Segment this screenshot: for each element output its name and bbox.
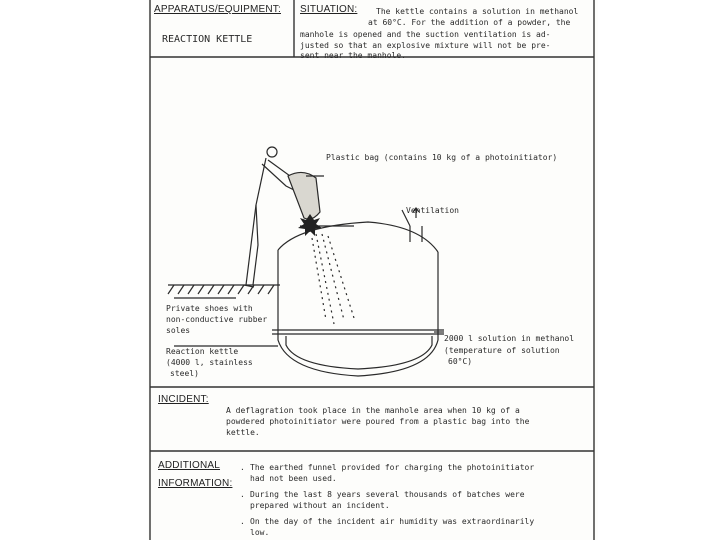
solution-label-2: (temperature of solution — [444, 346, 560, 355]
situation-line-2: at 60°C. For the addition of a powder, the — [368, 18, 571, 27]
incident-report-sheet — [148, 0, 598, 540]
ventilation-label: Ventilation — [406, 206, 459, 215]
apparatus-label: APPARATUS/EQUIPMENT: — [154, 4, 281, 15]
information-label: INFORMATION: — [158, 478, 233, 489]
bullet-1-line-1: The earthed funnel provided for charging the photoinitiator — [250, 463, 535, 472]
shoes-label-3: soles — [166, 326, 191, 335]
kettle-label-2: (4000 l, stainless — [166, 358, 253, 367]
bullet-3-marker: . — [240, 517, 245, 526]
kettle-label-3: steel) — [170, 369, 199, 378]
incident-line-2: powdered photoinitiator were poured from a plastic bag into the — [226, 417, 530, 426]
solution-label-1: 2000 l solution in methanol — [444, 334, 575, 343]
bullet-3-line-1: On the day of the incident air humidity was extraordinarily — [250, 517, 535, 526]
incident-line-3: kettle. — [226, 428, 260, 437]
bullet-2-marker: . — [240, 490, 245, 499]
apparatus-value: REACTION KETTLE — [162, 34, 253, 45]
plastic-bag-label: Plastic bag (contains 10 kg of a photoinitiator) — [326, 153, 558, 162]
shoes-label-1: Private shoes with — [166, 304, 253, 313]
worker-figure — [244, 147, 298, 287]
situation-line-3: manhole is opened and the suction ventilation is ad- — [300, 30, 551, 39]
situation-line-5: sent near the manhole. — [300, 51, 406, 60]
bullet-1-marker: . — [240, 463, 245, 472]
incident-line-1: A deflagration took place in the manhole area when 10 kg of a — [226, 406, 520, 415]
bullet-3-line-2: low. — [250, 528, 270, 537]
plastic-bag — [288, 172, 320, 219]
powder-stream — [312, 234, 354, 324]
situation-line-4: justed so that an explosive mixture will not be pre- — [300, 41, 551, 50]
bullet-1-line-2: had not been used. — [250, 474, 337, 483]
kettle-jacket — [286, 336, 432, 369]
spark-icon — [298, 214, 322, 236]
additional-label: ADDITIONAL — [158, 460, 221, 471]
kettle-body — [278, 250, 438, 376]
incident-label: INCIDENT: — [158, 394, 209, 405]
bullet-2-line-2: prepared without an incident. — [250, 501, 390, 510]
kettle-label-1: Reaction kettle — [166, 347, 239, 356]
situation-label: SITUATION: — [300, 4, 358, 15]
situation-line-1: The kettle contains a solution in methanol — [376, 7, 579, 16]
ground-hatching — [168, 285, 274, 294]
shoes-label-2: non-conductive rubber — [166, 315, 268, 324]
solution-label-3: 60°C) — [448, 357, 473, 366]
bullet-2-line-1: During the last 8 years several thousands of batches were — [250, 490, 525, 499]
